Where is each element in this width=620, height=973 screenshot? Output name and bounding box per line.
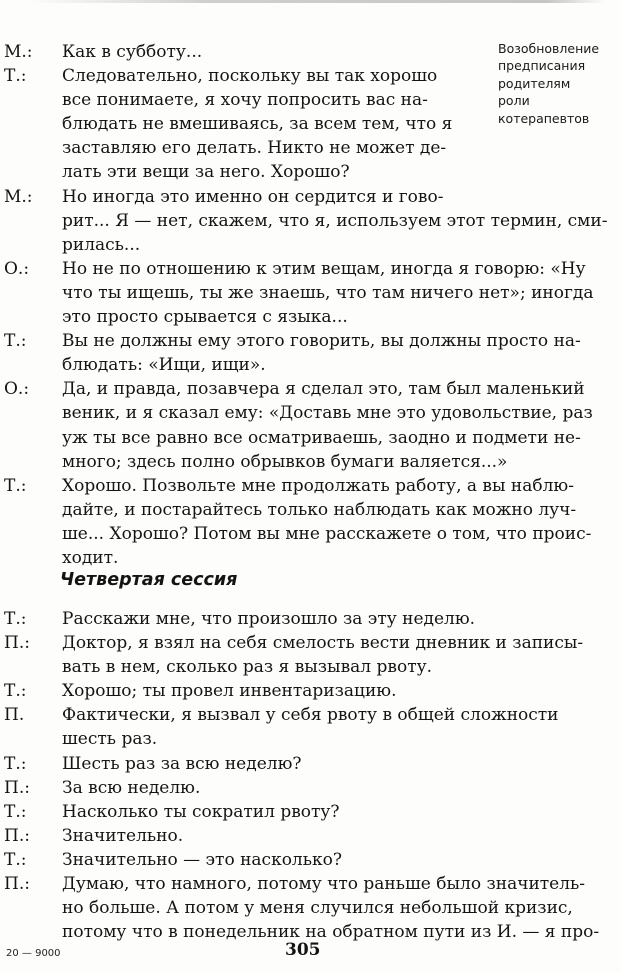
dialogue-line xyxy=(0,377,600,401)
dialogue-line xyxy=(0,64,600,88)
page-number: 305 xyxy=(285,940,321,960)
utterance-text: Фактически, я вызвал у себя рвоту в общей сложности xyxy=(62,705,559,726)
dialogue-line xyxy=(0,824,600,848)
utterance-text: Как в субботу... xyxy=(62,42,203,62)
utterance-text: Расскажи мне, что произошло за эту неделю. xyxy=(62,609,476,629)
utterance-text: потому что в понедельник на обратном пути из И. — я про- xyxy=(62,922,600,943)
speaker-label: М.: xyxy=(4,186,33,207)
dialogue-line xyxy=(0,679,600,703)
utterance-text: Вы не должны ему этого говорить, вы должны просто на- xyxy=(62,331,581,352)
utterance-text: рит... Я — нет, скажем, что я, используем этот термин, сми- xyxy=(62,210,608,231)
dialogue-line xyxy=(0,185,600,209)
utterance-text: Следовательно, поскольку вы так хорошо xyxy=(62,66,438,87)
utterance-text: Насколько ты сократил рвоту? xyxy=(62,801,340,822)
speaker-label: Т.: xyxy=(4,681,27,702)
dialogue-line xyxy=(0,40,600,64)
dialogue-line xyxy=(0,160,600,184)
dialogue-line xyxy=(0,450,600,474)
utterance-text: ходит. xyxy=(62,547,119,568)
utterance-text: вать в нем, сколько раз я вызывал рвоту. xyxy=(62,657,432,678)
utterance-text: Думаю, что намного, потому что раньше было значитель- xyxy=(62,874,586,895)
dialogue-line xyxy=(0,353,600,377)
utterance-text: Значительно. xyxy=(62,825,184,846)
utterance-text: рилась... xyxy=(62,234,141,255)
utterance-text: Хорошо; ты провел инвентаризацию. xyxy=(62,681,397,702)
speaker-label: Т.: xyxy=(4,331,27,352)
speaker-label: М.: xyxy=(4,42,33,62)
dialogue-session-1 xyxy=(0,40,608,570)
speaker-label: О.: xyxy=(4,379,30,400)
utterance-text: все понимаете, я хочу попросить вас на- xyxy=(62,90,428,111)
dialogue-line xyxy=(0,88,600,112)
section-heading: Четвертая сессия xyxy=(60,570,238,590)
margin-note-line: Возобновление xyxy=(498,41,600,56)
speaker-label: Т.: xyxy=(4,849,27,870)
margin-note-line: роли xyxy=(498,93,530,109)
speaker-label: Т.: xyxy=(4,753,27,774)
dialogue-line xyxy=(0,607,600,631)
dialogue-line xyxy=(0,474,600,498)
dialogue-line xyxy=(0,896,600,920)
print-signature: 20 — 9000 xyxy=(6,948,61,959)
margin-note-line: родителям xyxy=(498,75,571,91)
utterance-text: много; здесь полно обрывков бумаги валяется...» xyxy=(62,451,508,472)
utterance-text: Хорошо. Позвольте мне продолжать работу, а вы наблю- xyxy=(62,475,574,496)
utterance-text: ше... Хорошо? Потом вы мне расскажете о том, что проис- xyxy=(62,523,592,544)
dialogue-line xyxy=(0,522,600,546)
dialogue-line xyxy=(0,848,600,872)
utterance-text: что ты ищешь, ты же знаешь, что там ничего нет»; иногда xyxy=(62,282,594,303)
utterance-text: Но иногда это именно он сердится и гово- xyxy=(62,186,444,207)
speaker-label: Т.: xyxy=(4,66,27,87)
dialogue-line xyxy=(0,233,600,257)
speaker-label: П.: xyxy=(4,874,30,895)
dialogue-line xyxy=(0,800,600,824)
utterance-text: блюдать: «Ищи, ищи». xyxy=(62,355,266,376)
dialogue-line xyxy=(0,776,600,800)
utterance-text: это просто срывается с языка... xyxy=(62,307,348,328)
speaker-label: П. xyxy=(4,705,25,726)
speaker-label: П.: xyxy=(4,777,30,798)
utterance-text: Шесть раз за всю неделю? xyxy=(62,753,302,774)
dialogue-line xyxy=(0,329,600,353)
scan-top-edge xyxy=(30,0,605,3)
speaker-label: О.: xyxy=(4,258,30,279)
dialogue-line xyxy=(0,498,600,522)
utterance-text: уж ты все равно все осматриваешь, заодно и подмети не- xyxy=(62,427,581,448)
utterance-text: но больше. А потом у меня случился небольшой кризис, xyxy=(62,898,573,919)
utterance-text: дайте, и постарайтесь только наблюдать как можно луч- xyxy=(62,499,577,520)
dialogue-line xyxy=(0,401,600,425)
dialogue-line xyxy=(0,631,600,655)
dialogue-line xyxy=(0,136,600,160)
utterance-text: лать эти вещи за него. Хорошо? xyxy=(62,162,350,183)
speaker-label: Т.: xyxy=(4,801,27,822)
dialogue-line xyxy=(0,727,600,751)
utterance-text: шесть раз. xyxy=(62,729,158,750)
dialogue-line xyxy=(0,257,600,281)
dialogue-line xyxy=(0,655,600,679)
utterance-text: Доктор, я взял на себя смелость вести дневник и записы- xyxy=(62,633,584,654)
speaker-label: Т.: xyxy=(4,475,27,496)
dialogue-line xyxy=(0,281,600,305)
dialogue-line xyxy=(0,752,600,776)
dialogue-line xyxy=(0,426,600,450)
utterance-text: блюдать не вмешиваясь, за всем тем, что я xyxy=(62,114,453,135)
utterance-text: заставляю его делать. Никто не может де- xyxy=(62,138,447,159)
margin-note-line: котерапевтов xyxy=(498,110,590,126)
speaker-label: П.: xyxy=(4,825,30,846)
utterance-text: веник, и я сказал ему: «Доставь мне это удовольствие, раз xyxy=(62,403,593,424)
utterance-text: За всю неделю. xyxy=(62,777,201,798)
dialogue-line xyxy=(0,703,600,727)
dialogue-line xyxy=(0,546,600,570)
speaker-label: П.: xyxy=(4,633,30,654)
utterance-text: Значительно — это насколько? xyxy=(62,849,342,870)
dialogue-line xyxy=(0,209,608,233)
speaker-label: Т.: xyxy=(4,609,27,629)
utterance-text: Но не по отношению к этим вещам, иногда я говорю: «Ну xyxy=(62,258,586,279)
dialogue-line xyxy=(0,872,600,896)
margin-note-line: предписания xyxy=(498,58,586,74)
dialogue-line xyxy=(0,112,600,136)
dialogue-line xyxy=(0,305,600,329)
utterance-text: Да, и правда, позавчера я сделал это, там был маленький xyxy=(62,379,585,400)
dialogue-session-2 xyxy=(0,607,600,944)
